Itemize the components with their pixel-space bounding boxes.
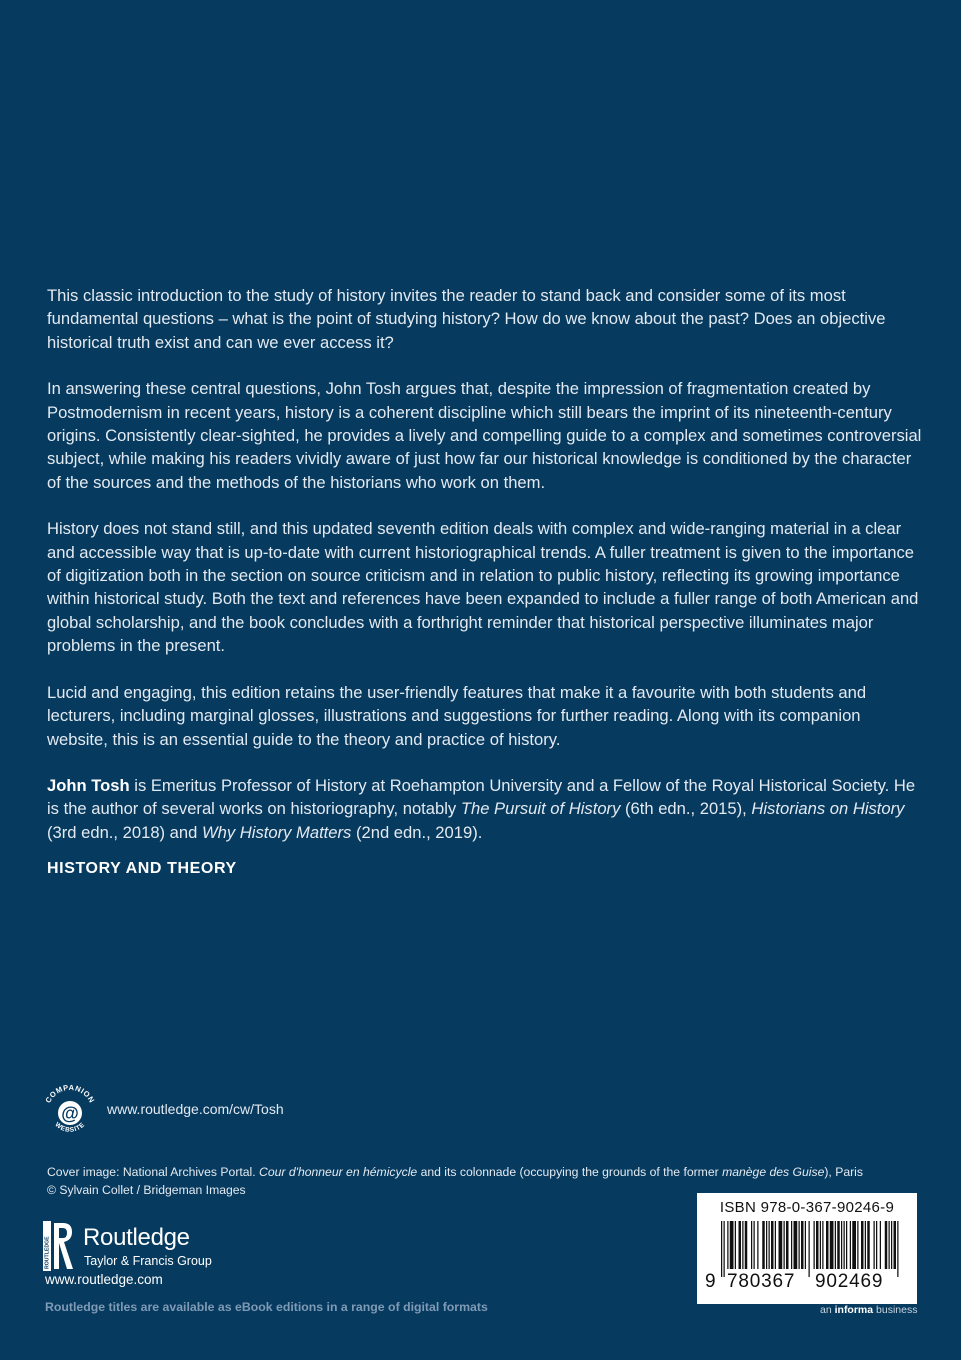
ebook-note: Routledge titles are available as eBook editions in a range of digital formats xyxy=(45,1300,488,1314)
barcode-bar xyxy=(809,1221,810,1277)
barcode-bar xyxy=(791,1221,792,1269)
companion-website-icon xyxy=(40,1082,100,1142)
barcode-bar xyxy=(837,1221,840,1269)
barcode-bar xyxy=(784,1221,785,1269)
barcode-bar xyxy=(786,1221,789,1269)
barcode-digit-lead: 9 xyxy=(705,1271,717,1292)
barcode-bar xyxy=(757,1221,758,1269)
book-title-why-history: Why History Matters xyxy=(201,822,352,842)
barcode-bar xyxy=(841,1221,842,1269)
barcode-bar xyxy=(897,1221,898,1277)
barcode-bar xyxy=(861,1221,864,1269)
barcode-bar xyxy=(891,1221,892,1269)
barcode-bar xyxy=(850,1221,851,1269)
companion-badge-bottom-text: WEBSITE xyxy=(53,1121,87,1134)
blurb-paragraph-1: This classic introduction to the study of history invites the reader to stand back and consider some of its most fundamental questions – what is the point of studying history? How do we know about the past? Does an objective historical truth exist and can we ever access it? xyxy=(47,286,886,352)
svg-text:@: @ xyxy=(61,1103,79,1124)
author-bio xyxy=(47,774,922,844)
barcode-bar xyxy=(820,1221,821,1269)
author-name: John Tosh xyxy=(47,775,130,795)
barcode-bar xyxy=(826,1221,829,1269)
barcode-bar xyxy=(739,1221,742,1269)
informa-brand: informa xyxy=(834,1304,874,1316)
routledge-logo-vertical-text: ROUTLEDGE xyxy=(44,1236,51,1269)
isbn-barcode xyxy=(697,1193,917,1304)
barcode-bar xyxy=(735,1221,736,1269)
blurb-paragraph-2: In answering these central questions, John Tosh argues that, despite the impression of fragmentation created by Postmodernism in recent years, history is a coherent discipline which still bears the imprint of its nineteenth-century origins. Consistently clear-sighted, he provides a lively and compelling guide to a complex and sometimes controversial subject, while making his readers vividly aware of just how far our historical knowledge is conditioned by the character of the sources and the methods of the historians who work on them. xyxy=(47,379,922,492)
barcode-bar xyxy=(844,1221,845,1269)
barcode-bar xyxy=(894,1221,897,1269)
book-title-pursuit: The Pursuit of History xyxy=(460,799,621,819)
credit-copyright: © Sylvain Collet / Bridgeman Images xyxy=(47,1183,246,1197)
barcode-bar xyxy=(742,1221,743,1269)
barcode-bar xyxy=(865,1221,866,1269)
barcode-bar xyxy=(805,1221,806,1269)
barcode-bar xyxy=(867,1221,870,1269)
barcode-digits-right: 902469 xyxy=(815,1271,884,1292)
book-title-historians: Historians on History xyxy=(751,799,905,819)
credit-suffix: ), Paris xyxy=(824,1165,863,1179)
barcode-bar xyxy=(794,1221,798,1269)
isbn-label: ISBN 978-0-367-90246-9 xyxy=(719,1199,895,1216)
barcode-bar xyxy=(762,1221,765,1269)
barcode-bar xyxy=(822,1221,823,1269)
barcode-bar xyxy=(730,1221,734,1269)
author-bio-text-2: (6th edn., 2015), xyxy=(620,799,752,819)
barcode-bar xyxy=(775,1221,776,1269)
companion-badge-top-text: COMPANION xyxy=(43,1082,97,1105)
barcode-bar xyxy=(769,1221,770,1269)
barcode-bar xyxy=(876,1221,877,1269)
barcode-bar xyxy=(830,1221,834,1269)
barcode-bar xyxy=(880,1221,881,1269)
barcode-digits-left: 780367 xyxy=(727,1271,796,1292)
barcode-bar xyxy=(857,1221,858,1269)
companion-website-link[interactable]: www.routledge.com/cw/Tosh xyxy=(107,1101,284,1117)
author-bio-text-1: is Emeritus Professor of History at Roehampton University and a Fellow of the Royal Historical Society. He is the author of several works on historiography, notably xyxy=(47,775,916,819)
publisher-group: Taylor & Francis Group xyxy=(84,1254,212,1268)
barcode-bar xyxy=(799,1221,800,1269)
informa-suffix: business xyxy=(873,1304,918,1316)
back-cover-blurb xyxy=(47,284,922,878)
barcode-bar xyxy=(727,1221,728,1269)
barcode-bar xyxy=(816,1221,819,1269)
barcode-bar xyxy=(852,1221,856,1269)
credit-prefix: Cover image: National Archives Portal. xyxy=(47,1165,260,1179)
author-bio-text-4: (2nd edn., 2019). xyxy=(351,822,483,842)
barcode-bar xyxy=(801,1221,804,1269)
credit-middle: and its colonnade (occupying the grounds of the former xyxy=(417,1165,723,1179)
barcode-bar xyxy=(745,1221,748,1269)
publisher-name: Routledge xyxy=(83,1224,190,1251)
barcode-bar xyxy=(889,1221,890,1269)
barcode-bar xyxy=(754,1221,755,1269)
series-label: HISTORY AND THEORY xyxy=(47,860,237,878)
informa-business-label xyxy=(820,1304,917,1316)
barcode-bar xyxy=(779,1221,783,1269)
credit-place: manège des Guise xyxy=(722,1165,825,1179)
barcode-bar xyxy=(766,1221,767,1269)
blurb-paragraph-4: Lucid and engaging, this edition retains the user-friendly features that make it a favourite with both students and lecturers, including marginal glosses, illustrations and suggestions for further reading. Along with its companion website, this is an essential guide to the theory and practice of history. xyxy=(47,682,867,749)
barcode-bar xyxy=(771,1221,774,1269)
barcode-bar xyxy=(835,1221,836,1269)
publisher-url[interactable]: www.routledge.com xyxy=(45,1272,163,1287)
routledge-logo-icon xyxy=(43,1221,73,1271)
barcode-bar xyxy=(721,1221,722,1277)
credit-title: Cour d'honneur en hémicycle xyxy=(259,1165,418,1179)
barcode-bar xyxy=(814,1221,815,1269)
informa-prefix: an xyxy=(820,1304,835,1316)
blurb-paragraph-3: History does not stand still, and this updated seventh edition deals with complex and wide-ranging material in a clear and accessible way that is up-to-date with current historiographical trends. A fuller treatment is given to the importance of digitization both in the section on source criticism and in relation to public history, reflecting its growing importance within historical study. Both the text and references have been expanded to include a fuller range of both American and global scholarship, and the book concludes with a forthright reminder that historical perspective illuminates major problems in the present. xyxy=(47,519,919,656)
barcode-bar xyxy=(724,1221,725,1277)
barcode-bar xyxy=(751,1221,752,1269)
barcode-bar xyxy=(874,1221,875,1269)
author-bio-text-3: (3rd edn., 2018) and xyxy=(47,822,202,842)
barcode-bar xyxy=(846,1221,847,1269)
barcode-bar xyxy=(885,1221,888,1269)
